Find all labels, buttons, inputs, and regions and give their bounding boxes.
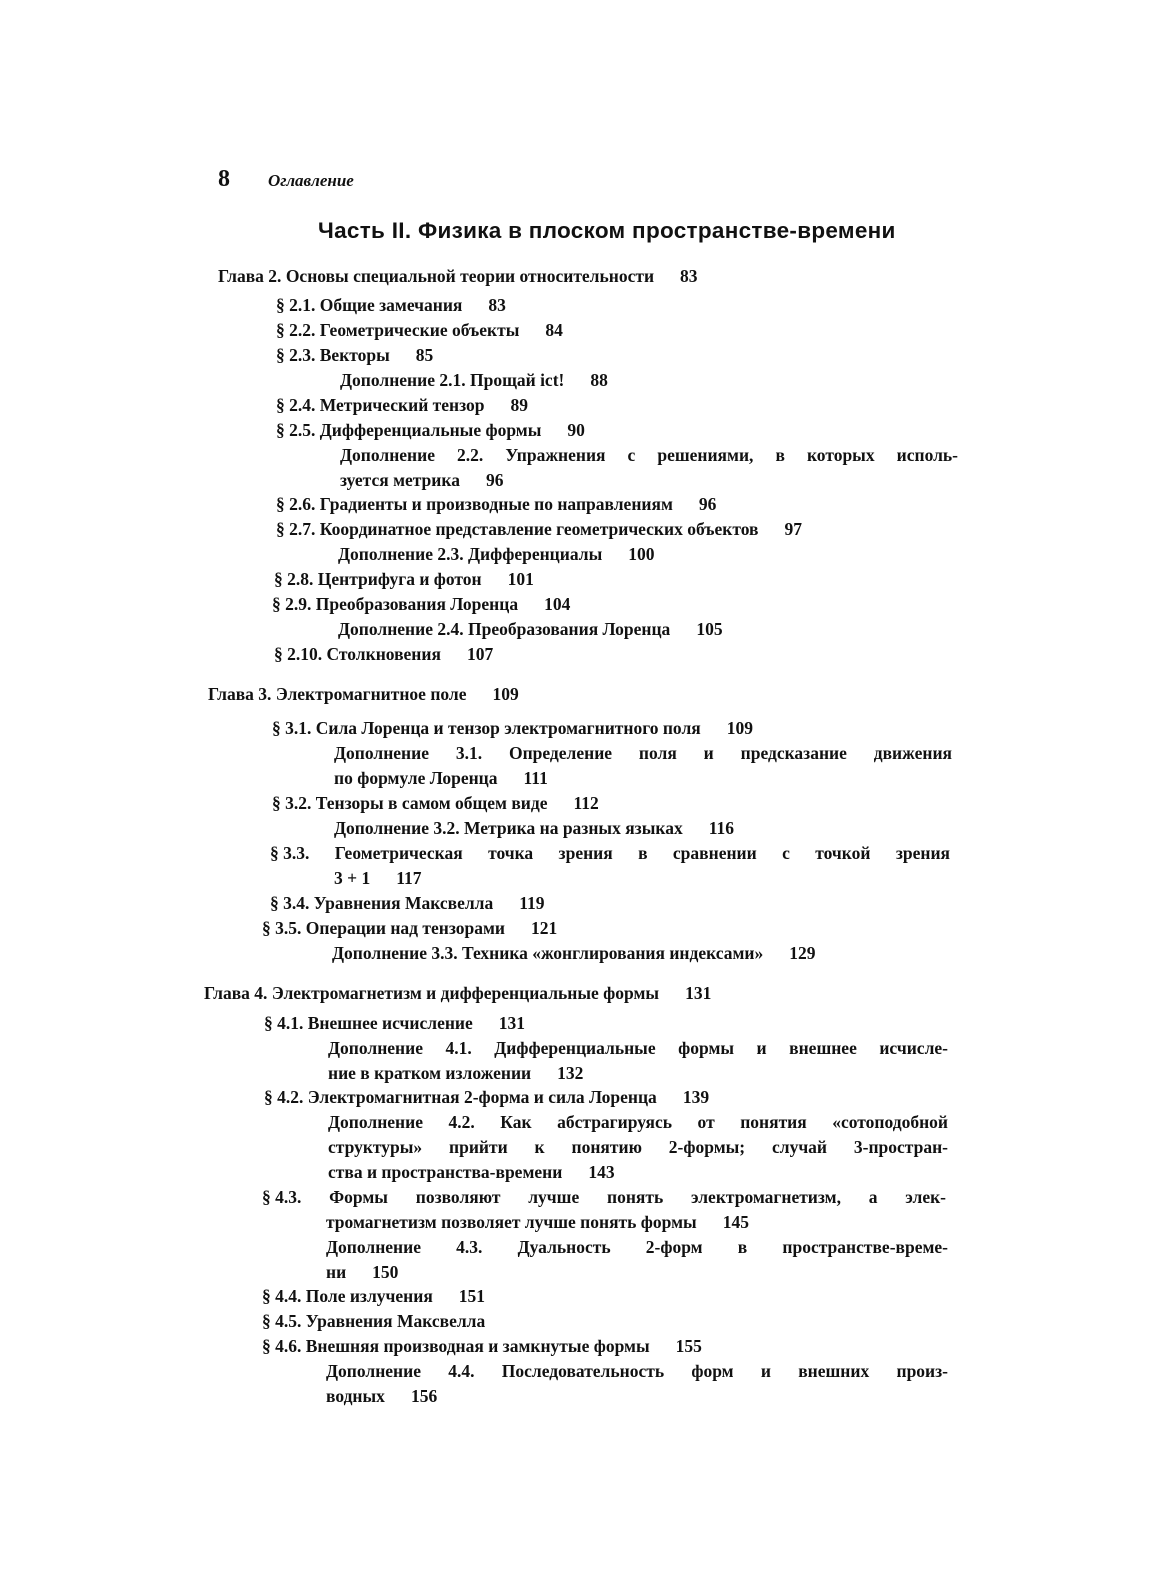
toc-entry-page: 109 [726,718,753,738]
toc-entry-number: § 2.5. [276,420,316,440]
toc-entry-title: Общие замечания [319,295,463,315]
toc-entry-page: 96 [485,470,504,490]
toc-entry [262,1185,946,1210]
toc-entry-number: Глава 2. [218,266,282,286]
toc-entry [276,343,433,368]
toc-entry-title: Координатное представление геометрических объектов [319,519,759,539]
toc-entry-page: 132 [557,1063,584,1083]
toc-entry-title: структуры» прийти к понятию 2-формы; случай 3-простран- [328,1137,948,1157]
toc-entry [262,1334,702,1359]
toc-entry-title: Геометрическая точка зрения в сравнении с точкой зрения [334,843,950,863]
toc-entry-title: Столкновения [326,644,441,664]
toc-entry-title: Дополнение 2.1. Прощай ict! [340,370,565,390]
toc-entry-title: Формы позволяют лучше понять электромагнетизм, а элек- [329,1187,946,1207]
toc-entry [328,1061,583,1086]
toc-entry [274,567,534,592]
toc-entry-title: Внешняя производная и замкнутые формы [305,1336,650,1356]
toc-entry [326,1235,948,1260]
toc-entry-title: Сила Лоренца и тензор электромагнитного поля [315,718,701,738]
toc-entry-title: Операции над тензорами [305,918,505,938]
toc-entry-title: Векторы [319,345,390,365]
toc-entry-number: § 4.4. [262,1286,302,1306]
toc-entry [262,1284,485,1309]
toc-entry-number: § 2.3. [276,345,316,365]
toc-entry-page: 89 [510,395,529,415]
toc-entry-number: § 2.4. [276,395,316,415]
toc-entry-page: 145 [722,1212,749,1232]
toc-entry [328,1036,948,1061]
toc-entry-title: Дополнение 4.2. Как абстрагируясь от понятия «сотоподобной [328,1112,948,1132]
toc-entry [328,1135,948,1160]
toc-entry [340,443,958,468]
toc-entry-page: 143 [588,1162,615,1182]
toc-entry-number: § 4.3. [262,1187,302,1207]
toc-entry [334,816,734,841]
toc-entry [264,1011,525,1036]
toc-entry-title: Дополнение 3.1. Определение поля и предсказание движения [334,743,952,763]
toc-entry-page: 100 [628,544,655,564]
toc-entry-number: § 4.1. [264,1013,304,1033]
toc-entry-page: 112 [573,793,599,813]
toc-entry [334,866,422,891]
toc-entry-page: 151 [458,1286,486,1306]
toc-entry-number: § 4.5. [262,1311,302,1331]
toc-entry-title: ства и пространства-времени [328,1162,563,1182]
toc-entry-page: 139 [682,1087,710,1107]
toc-entry [276,492,716,517]
toc-entry-title: Дополнение 4.4. Последовательность форм и внешних произ- [326,1361,948,1381]
toc-entry-title: Дополнение 3.2. Метрика на разных языках [334,818,683,838]
toc-entry-title: Уравнения Максвелла [305,1311,486,1331]
toc-entry [276,318,563,343]
toc-entry [326,1359,948,1384]
toc-entry-number: § 2.2. [276,320,316,340]
toc-entry-page: 88 [590,370,608,390]
toc-entry-page: 156 [410,1386,438,1406]
toc-entry [328,1160,615,1185]
toc-entry-page: 104 [544,594,571,614]
toc-entry-page: 90 [567,420,585,440]
toc-entry [272,592,570,617]
toc-entry-number: § 3.2. [272,793,312,813]
page-number: 8 [218,166,230,192]
toc-entry-title: Дифференциальные формы [319,420,542,440]
toc-entry [270,891,545,916]
toc-entry [328,1110,948,1135]
toc-entry-page: 107 [466,644,494,664]
toc-entry-title: Преобразования Лоренца [315,594,519,614]
toc-entry-title: по формуле Лоренца [334,768,498,788]
part-title: Часть II. Физика в плоском пространстве-времени [318,218,896,243]
toc-entry-number: § 2.10. [274,644,323,664]
toc-entry-title: водных [326,1386,385,1406]
toc-entry-title: Основы специальной теории относительности [285,266,655,286]
toc-entry-page: 83 [488,295,506,315]
toc-entry-title: Внешнее исчисление [307,1013,473,1033]
toc-entry-number: § 4.6. [262,1336,302,1356]
toc-entry-number: § 2.7. [276,519,316,539]
toc-entry-title: Поле излучения [305,1286,433,1306]
toc-entry-page: 109 [492,684,519,704]
toc-entry [338,542,655,567]
toc-entry-number: § 3.3. [270,843,310,863]
toc-entry [272,716,753,741]
toc-entry [276,418,585,443]
toc-entry-page: 129 [789,943,816,963]
toc-entry-title: Центрифуга и фотон [317,569,482,589]
toc-entry-number: § 3.5. [262,918,302,938]
toc-entry-title: Тензоры в самом общем виде [315,793,548,813]
toc-entry-title: тромагнетизм позволяет лучше понять формы [326,1212,697,1232]
toc-entry-page: 131 [685,983,712,1003]
toc-entry-page: 116 [708,818,734,838]
toc-entry-title: ни [326,1262,347,1282]
toc-entry [340,368,608,393]
toc-entry-page: 84 [545,320,563,340]
toc-entry-page: 155 [675,1336,702,1356]
toc-entry [340,468,503,493]
toc-entry [334,741,952,766]
running-head: Оглавление [268,171,354,190]
toc-entry-title: Метрический тензор [319,395,485,415]
toc-entry-number: § 2.6. [276,494,316,514]
toc-entry [262,916,557,941]
toc-entry [334,766,548,791]
toc-entry [276,393,528,418]
toc-entry-page: 105 [696,619,723,639]
toc-entry-title: Дополнение 3.3. Техника «жонглирования индексами» [332,943,764,963]
toc-entry-page: 150 [372,1262,399,1282]
toc-entry [272,791,599,816]
toc-entry-page: 85 [415,345,434,365]
toc-entry-number: Глава 3. [208,684,272,704]
toc-entry-number: § 3.1. [272,718,312,738]
toc-entry-title: Уравнения Максвелла [313,893,494,913]
toc-entry-number: § 2.1. [276,295,316,315]
toc-entry [262,1309,485,1334]
toc-entry-page: 101 [507,569,534,589]
toc-entry-title: Дополнение 4.1. Дифференциальные формы и внешнее исчисле- [328,1038,948,1058]
toc-entry-page: 119 [519,893,545,913]
toc-entry-number: § 2.8. [274,569,314,589]
toc-entry [208,682,519,707]
toc-entry [326,1384,437,1409]
toc-entry-page: 121 [531,918,558,938]
toc-entry-page: 83 [680,266,698,286]
toc-entry-page: 131 [498,1013,526,1033]
toc-entry [218,264,698,289]
toc-entry-number: § 3.4. [270,893,310,913]
toc-entry-number: § 2.9. [272,594,312,614]
toc-entry [338,617,723,642]
toc-entry [332,941,816,966]
toc-entry-page: 97 [784,519,802,539]
toc-entry-title: Градиенты и производные по направлениям [319,494,673,514]
toc-entry-title: 3 + 1 [334,868,371,888]
toc-entry-title: Электромагнитное поле [275,684,467,704]
toc-entry-title: зуется метрика [340,470,460,490]
toc-entry-number: Глава 4. [204,983,268,1003]
toc-entry-title: Электромагнитная 2-форма и сила Лоренца [307,1087,657,1107]
toc-entry [274,642,493,667]
toc-entry [276,293,506,318]
toc-entry-title: Дополнение 2.4. Преобразования Лоренца [338,619,671,639]
toc-entry-title: ние в кратком изложении [328,1063,532,1083]
toc-entry-title: Электромагнетизм и дифференциальные формы [271,983,660,1003]
toc-entry-title: Дополнение 2.2. Упражнения с решениями, в которых исполь- [340,445,958,465]
toc-entry-title: Дополнение 4.3. Дуальность 2-форм в пространстве-време- [326,1237,948,1257]
toc-entry [204,981,711,1006]
toc-entry-page: 117 [396,868,422,888]
toc-entry-number: § 4.2. [264,1087,304,1107]
toc-entry [276,517,802,542]
toc-entry [326,1260,398,1285]
toc-entry-page: 111 [523,768,548,788]
toc-entry-title: Геометрические объекты [319,320,520,340]
toc-entry [264,1085,709,1110]
toc-entry [270,841,950,866]
toc-entry-title: Дополнение 2.3. Дифференциалы [338,544,603,564]
toc-entry-page: 96 [698,494,717,514]
toc-entry [326,1210,749,1235]
